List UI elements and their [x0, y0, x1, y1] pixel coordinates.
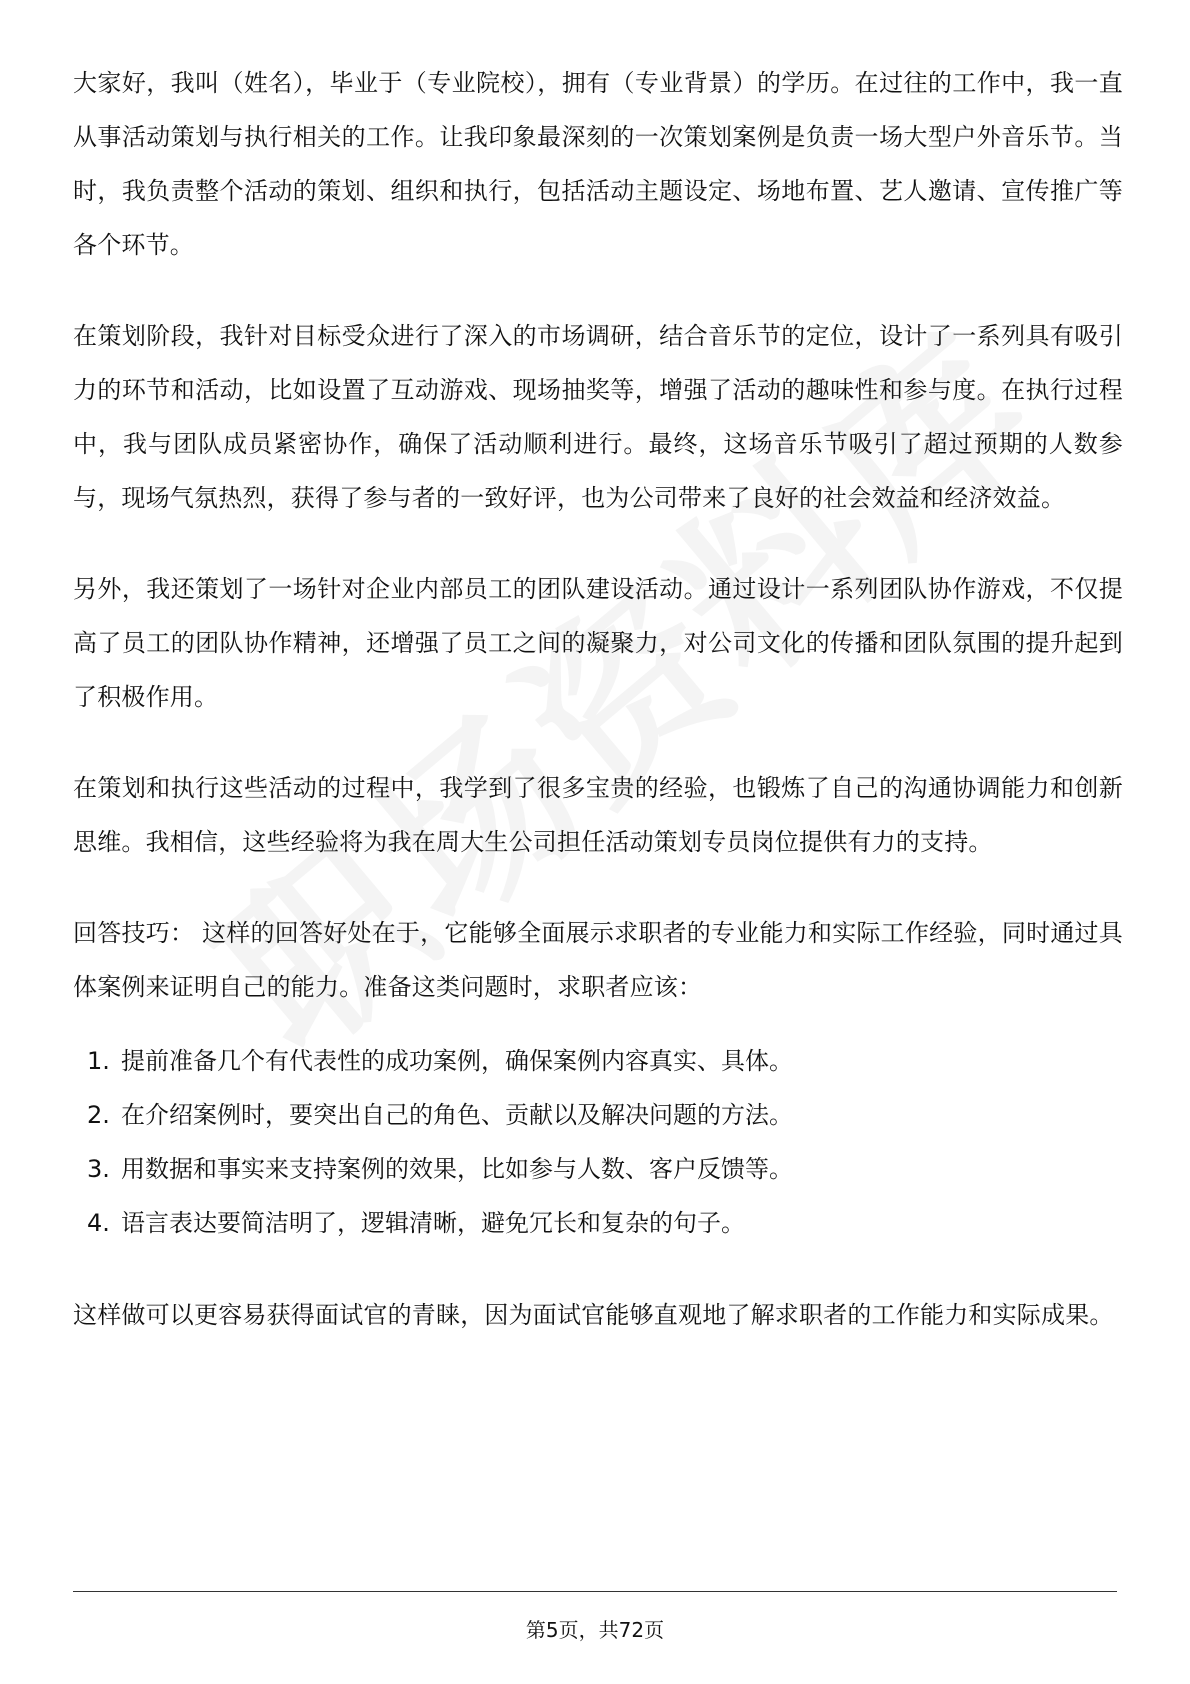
paragraph-intro: 大家好，我叫（姓名），毕业于（专业院校），拥有（专业背景）的学历。在过往的工作中，我一直从事活动策划与执行相关的工作。让我印象最深刻的一次策划案例是负责一场大型户外音乐节。当时，我负责整个活动的策划、组织和执行，包括活动主题设定、场地布置、艺人邀请、宣传推广等各个环节。 — [73, 69, 1123, 259]
paragraph-planning: 在策划阶段，我针对目标受众进行了深入的市场调研，结合音乐节的定位，设计了一系列具有吸引力的环节和活动，比如设置了互动游戏、现场抽奖等，增强了活动的趣味性和参与度。在执行过程中，我与团队成员紧密协作，确保了活动顺利进行。最终，这场音乐节吸引了超过预期的人数参与，现场气氛热烈，获得了参与者的一致好评，也为公司带来了良好的社会效益和经济效益。 — [73, 322, 1123, 512]
document-body — [73, 56, 1123, 1379]
tips-closing: 这样做可以更容易获得面试官的青睐，因为面试官能够直观地了解求职者的工作能力和实际成果。 — [73, 1301, 1114, 1329]
list-item-text: 用数据和事实来支持案例的效果，比如参与人数、客户反馈等。 — [121, 1155, 793, 1183]
list-item-number: 3. — [87, 1155, 110, 1183]
paragraph-conclusion: 在策划和执行这些活动的过程中，我学到了很多宝贵的经验，也锻炼了自己的沟通协调能力和创新思维。我相信，这些经验将为我在周大生公司担任活动策划专员岗位提供有力的支持。 — [73, 774, 1123, 856]
paragraph-team-building: 另外，我还策划了一场针对企业内部员工的团队建设活动。通过设计一系列团队协作游戏，不仅提高了员工的团队协作精神，还增强了员工之间的凝聚力，对公司文化的传播和团队氛围的提升起到了积极作用。 — [73, 575, 1123, 711]
list-item — [73, 1142, 1123, 1196]
tips-list — [73, 1034, 1123, 1250]
list-item — [73, 1034, 1123, 1088]
list-item-number: 1. — [87, 1047, 110, 1075]
tips-lead: 回答技巧： 这样的回答好处在于，它能够全面展示求职者的专业能力和实际工作经验，同时通过具体案例来证明自己的能力。准备这类问题时，求职者应该： — [73, 919, 1123, 1001]
list-item-text: 语言表达要简洁明了，逻辑清晰，避免冗长和复杂的句子。 — [121, 1209, 745, 1237]
list-item — [73, 1088, 1123, 1142]
list-item-number: 4. — [87, 1209, 110, 1237]
list-item — [73, 1196, 1123, 1250]
list-item-text: 提前准备几个有代表性的成功案例，确保案例内容真实、具体。 — [121, 1047, 793, 1075]
list-item-number: 2. — [87, 1101, 110, 1129]
footer-divider — [73, 1591, 1117, 1592]
list-item-text: 在介绍案例时，要突出自己的角色、贡献以及解决问题的方法。 — [121, 1101, 793, 1129]
page-number: 第5页，共72页 — [525, 1618, 665, 1642]
